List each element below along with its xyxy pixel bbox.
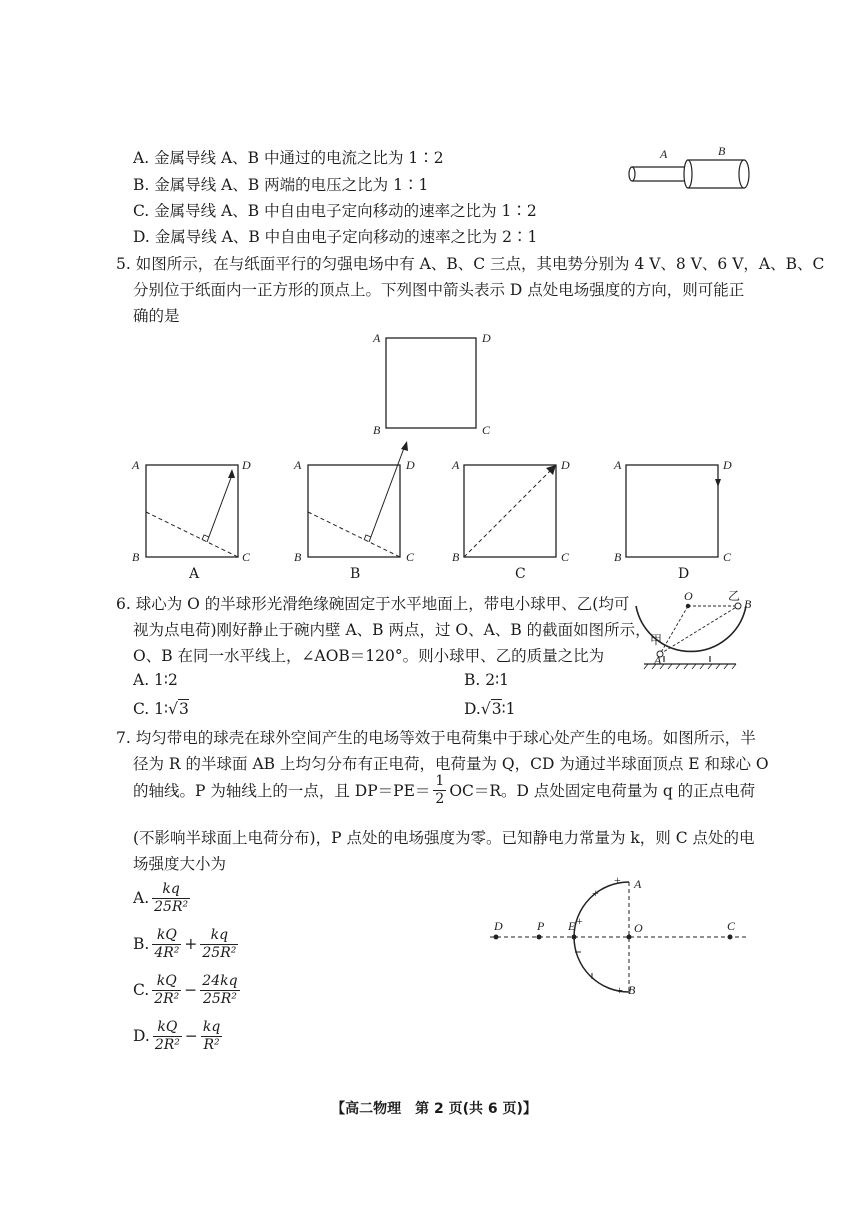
q5-stem-line1: 5. 如图所示，在与纸面平行的匀强电场中有 A、B、C 三点，其电势分别为 4 V、8 V、6 V，A、B、C [116, 255, 825, 273]
svg-text:A: A [294, 458, 302, 472]
svg-text:B: B [452, 550, 460, 564]
svg-text:D: D [406, 458, 415, 472]
q7-stem-line5: 场强度大小为 [133, 855, 227, 873]
q6-option-c: C. 1∶√3 [133, 700, 189, 718]
q4-option-d: D. 金属导线 A、B 中自由电子定向移动的速率之比为 2∶1 [133, 228, 538, 246]
q7-stem-line3: 的轴线。P 为轴线上的一点，且 DP＝PE＝ $\frac{1}{2}$ OC＝R。D 点处固定电荷量为 q 的正点电荷 [133, 773, 756, 807]
svg-text:A: A [654, 653, 662, 667]
q4-option-b: B. 金属导线 A、B 两端的电压之比为 1∶1 [133, 176, 429, 194]
svg-text:C: C [242, 550, 251, 564]
svg-text:C: C [482, 423, 491, 437]
svg-text:B: B [132, 550, 140, 564]
q7-hemisphere-figure [484, 872, 754, 1002]
q5-diagram-c [450, 455, 582, 570]
svg-text:B: B [373, 423, 381, 437]
q6-option-b: B. 2∶1 [464, 671, 510, 689]
svg-text:A: A [614, 458, 622, 472]
q6-option-a: A. 1∶2 [133, 671, 178, 689]
svg-text:D: D [494, 919, 503, 933]
svg-text:A: A [132, 458, 140, 472]
q6-bowl-figure [628, 588, 758, 672]
q5-diagram-a [128, 455, 260, 570]
q5-caption-b: B [350, 566, 361, 582]
q6-stem-line1: 6. 球心为 O 的半球形光滑绝缘碗固定于水平地面上，带电小球甲、乙(均可 [116, 595, 630, 613]
svg-text:C: C [406, 550, 415, 564]
page-footer: 【高二物理 第 2 页(共 6 页)】 [331, 1101, 537, 1117]
q6-stem-line3: O、B 在同一水平线上，∠AOB＝120°。则小球甲、乙的质量之比为 [133, 647, 605, 665]
q4-option-c: C. 金属导线 A、B 中自由电子定向移动的速率之比为 1∶2 [133, 202, 537, 220]
q4-label-a: A [660, 147, 668, 161]
q5-caption-a: A [189, 566, 200, 582]
svg-text:甲: 甲 [650, 633, 663, 647]
svg-text:+: + [576, 914, 583, 928]
svg-text:+: + [614, 873, 621, 887]
q6-option-d: D.√3∶1 [464, 700, 516, 718]
q4-option-a: A. 金属导线 A、B 中通过的电流之比为 1∶2 [133, 149, 444, 167]
q5-main-square [370, 328, 500, 438]
svg-text:B: B [744, 597, 752, 611]
q7-option-c: C. $\frac{kQ}{\text{2R²}}$ − $\frac{24kq}{\text{25R²}}$ [133, 973, 238, 1007]
svg-text:D: D [561, 458, 570, 472]
svg-text:O: O [684, 589, 693, 603]
svg-text:+: + [616, 983, 623, 997]
svg-text:D: D [242, 458, 251, 472]
q7-stem-line2: 径为 R 的半球面 AB 上均匀分布有正电荷，电荷量为 Q，CD 为通过半球面顶点 E 和球心 O [133, 755, 769, 773]
q4-wire-figure [626, 145, 756, 193]
svg-text:A: A [373, 331, 381, 345]
q7-option-a: A. $\frac{kq}{\text{25R²}}$ [133, 881, 189, 915]
svg-text:A: A [634, 877, 642, 891]
q7-option-b: B. $\frac{kQ}{\text{4R²}}$ + $\frac{kq}{\text{25R²}}$ [133, 927, 237, 961]
svg-text:E: E [568, 919, 576, 933]
q5-caption-d: D [678, 566, 690, 582]
q4-label-b: B [718, 144, 726, 158]
svg-text:B: B [628, 983, 636, 997]
q7-option-d: D. $\frac{kQ}{\text{2R²}}$ − $\frac{kq}{\text{R²}}$ [133, 1019, 221, 1053]
svg-text:A: A [452, 458, 460, 472]
q5-diagram-b [290, 440, 422, 570]
svg-text:B: B [614, 550, 622, 564]
svg-text:P: P [537, 919, 545, 933]
svg-text:D: D [723, 458, 732, 472]
q6-stem-line2: 视为点电荷)刚好静止于碗内壁 A、B 两点，过 O、A、B 的截面如图所示， [133, 621, 651, 639]
q5-diagram-d [612, 455, 744, 570]
q7-stem-line1: 7. 均匀带电的球壳在球外空间产生的电场等效于电荷集中于球心处产生的电场。如图所示，半 [116, 729, 756, 747]
svg-text:+: + [592, 886, 599, 900]
q5-stem-line2: 分别位于纸面内一正方形的顶点上。下列图中箭头表示 D 点处电场强度的方向，则可能正 [133, 281, 745, 299]
svg-text:乙: 乙 [728, 589, 741, 603]
svg-text:C: C [727, 919, 736, 933]
q5-caption-c: C [515, 566, 526, 582]
svg-text:C: C [723, 550, 732, 564]
q7-stem-line4: (不影响半球面上电荷分布)，P 点处的电场强度为零。已知静电力常量为 k，则 C 点处的电 [133, 829, 755, 847]
svg-text:C: C [561, 550, 570, 564]
svg-text:D: D [482, 331, 491, 345]
svg-text:B: B [294, 550, 302, 564]
svg-text:O: O [634, 921, 643, 935]
q5-stem-line3: 确的是 [133, 307, 180, 325]
